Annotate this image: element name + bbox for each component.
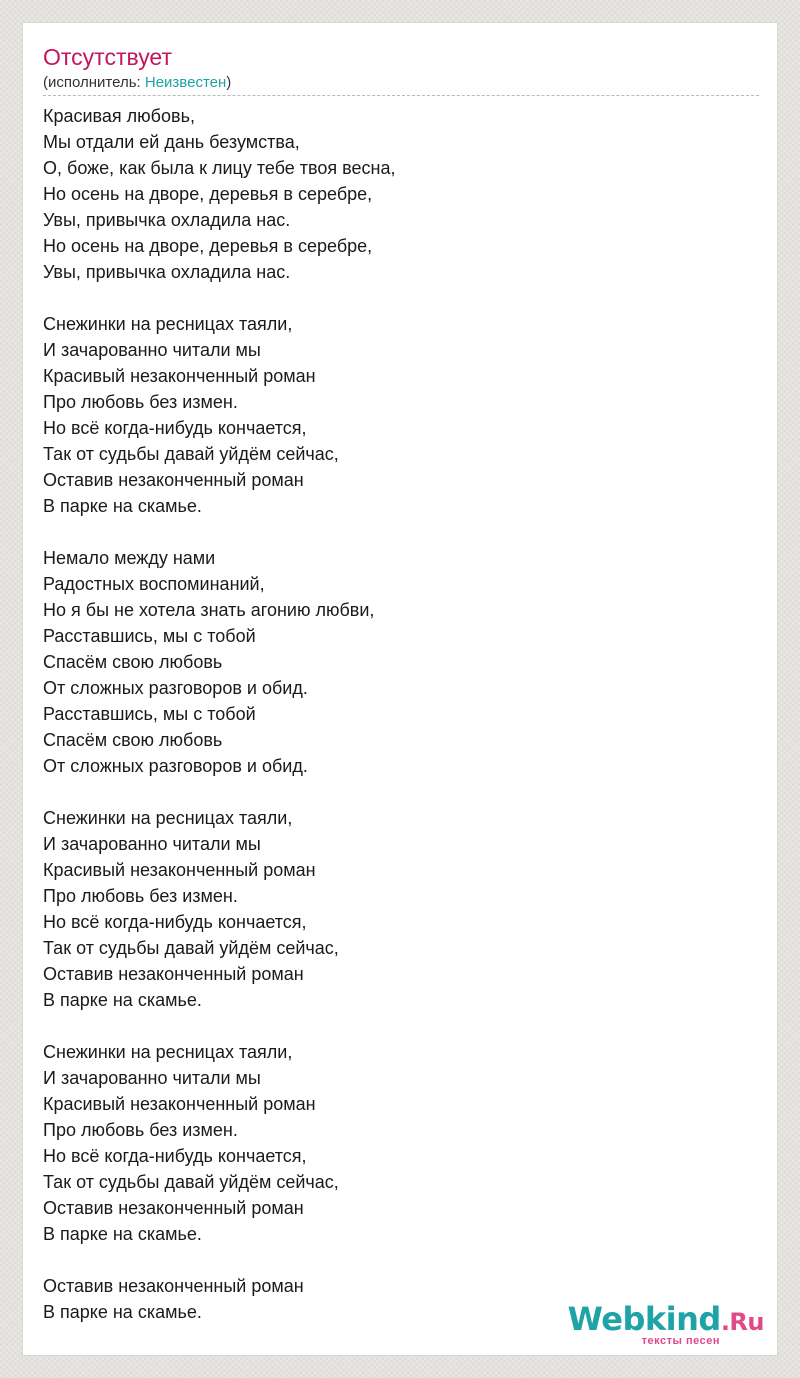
lyrics-line: В парке на скамье. [43,496,202,516]
lyrics-line: В парке на скамье. [43,990,202,1010]
lyrics-line: Снежинки на ресницах таяли, [43,314,293,334]
lyrics-stanza [43,1039,759,1247]
lyrics-line: Расставшись, мы с тобой [43,626,256,646]
lyrics-line: Увы, привычка охладила нас. [43,210,291,230]
lyrics-stanza [43,311,759,519]
lyrics-line: Но я бы не хотела знать агонию любви, [43,600,375,620]
lyrics-stanza [43,805,759,1013]
lyrics-line: От сложных разговоров и обид. [43,756,308,776]
logo-main-text: Webkind [567,1300,721,1338]
lyrics-line: Но всё когда-нибудь кончается, [43,418,307,438]
lyrics-text [43,103,759,1325]
lyrics-line: От сложных разговоров и обид. [43,678,308,698]
lyrics-line: В парке на скамье. [43,1224,202,1244]
lyrics-line: О, боже, как была к лицу тебе твоя весна, [43,158,396,178]
lyrics-card [22,22,778,1356]
logo-tld: .Ru [720,1308,764,1336]
artist-line [43,73,231,93]
lyrics-line: Красивая любовь, [43,106,195,126]
lyrics-line: И зачарованно читали мы [43,1068,261,1088]
webkind-logo[interactable] [564,1301,764,1349]
lyrics-line: Спасём свою любовь [43,730,223,750]
lyrics-line: Но всё когда-нибудь кончается, [43,912,307,932]
lyrics-line: И зачарованно читали мы [43,340,261,360]
song-title: Отсутствует [43,44,172,70]
lyrics-line: Так от судьбы давай уйдём сейчас, [43,938,339,958]
lyrics-line: Немало между нами [43,548,216,568]
lyrics-line: Спасём свою любовь [43,652,223,672]
lyrics-line: Так от судьбы давай уйдём сейчас, [43,444,339,464]
lyrics-stanza [43,103,759,285]
title-divider [43,95,759,96]
lyrics-line: Снежинки на ресницах таяли, [43,808,293,828]
lyrics-line: В парке на скамье. [43,1302,202,1322]
lyrics-line: Снежинки на ресницах таяли, [43,1042,293,1062]
lyrics-line: Про любовь без измен. [43,886,238,906]
logo-tagline: тексты песен [641,1335,720,1347]
lyrics-line: Оставив незаконченный роман [43,1276,304,1296]
artist-link[interactable]: Неизвестен [144,74,227,91]
artist-suffix: ) [226,74,232,91]
lyrics-line: Оставив незаконченный роман [43,470,304,490]
lyrics-line: Про любовь без измен. [43,392,238,412]
lyrics-line: Оставив незаконченный роман [43,964,304,984]
lyrics-line: Красивый незаконченный роман [43,860,316,880]
lyrics-line: И зачарованно читали мы [43,834,261,854]
lyrics-line: Так от судьбы давай уйдём сейчас, [43,1172,339,1192]
lyrics-line: Красивый незаконченный роман [43,1094,316,1114]
lyrics-line: Про любовь без измен. [43,1120,238,1140]
lyrics-line: Расставшись, мы с тобой [43,704,256,724]
lyrics-stanza [43,545,759,779]
lyrics-line: Но осень на дворе, деревья в серебре, [43,184,373,204]
lyrics-line: Оставив незаконченный роман [43,1198,304,1218]
artist-prefix: (исполнитель: [43,74,145,91]
lyrics-line: Увы, привычка охладила нас. [43,262,291,282]
lyrics-line: Красивый незаконченный роман [43,366,316,386]
lyrics-line: Радостных воспоминаний, [43,574,265,594]
lyrics-line: Но осень на дворе, деревья в серебре, [43,236,373,256]
lyrics-line: Но всё когда-нибудь кончается, [43,1146,307,1166]
lyrics-line: Мы отдали ей дань безумства, [43,132,300,152]
